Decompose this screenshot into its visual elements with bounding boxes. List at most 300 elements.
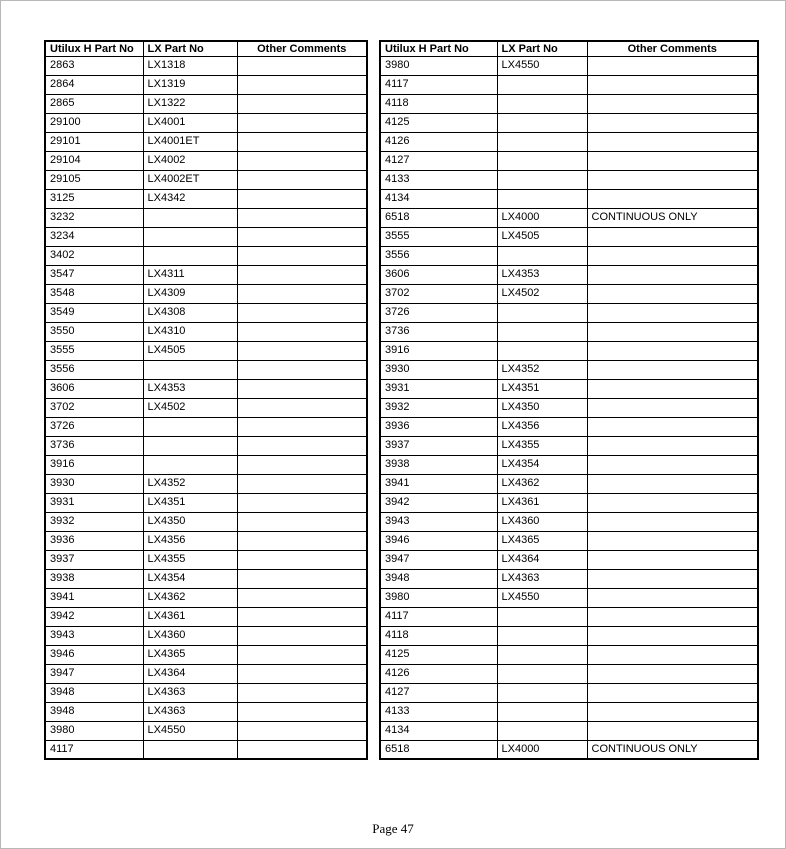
table-row — [380, 455, 758, 474]
comments-cell — [587, 132, 758, 151]
utilux-part-cell: 3947 — [45, 664, 143, 683]
table-row — [45, 265, 367, 284]
table-row — [45, 113, 367, 132]
comments-cell — [237, 645, 367, 664]
table-row — [380, 550, 758, 569]
utilux-part-cell: 4125 — [380, 645, 497, 664]
comments-cell — [587, 626, 758, 645]
table-row — [45, 512, 367, 531]
lx-part-cell: LX1322 — [143, 94, 237, 113]
lx-part-cell: LX4355 — [143, 550, 237, 569]
lx-part-cell — [497, 303, 587, 322]
utilux-part-cell: 4126 — [380, 132, 497, 151]
lx-part-cell: LX1318 — [143, 56, 237, 75]
comments-cell — [237, 607, 367, 626]
comments-cell — [237, 379, 367, 398]
table-row — [45, 75, 367, 94]
table-row — [45, 436, 367, 455]
lx-part-cell: LX4352 — [143, 474, 237, 493]
lx-part-cell: LX4364 — [497, 550, 587, 569]
comments-cell — [587, 455, 758, 474]
table-row — [380, 702, 758, 721]
lx-part-cell: LX4362 — [497, 474, 587, 493]
lx-part-cell: LX4360 — [497, 512, 587, 531]
table-row — [45, 94, 367, 113]
comments-cell — [237, 170, 367, 189]
comments-cell: CONTINUOUS ONLY — [587, 208, 758, 227]
table-row — [380, 94, 758, 113]
utilux-part-cell: 2864 — [45, 75, 143, 94]
utilux-part-cell: 4134 — [380, 189, 497, 208]
comments-cell — [237, 341, 367, 360]
lx-part-cell — [497, 607, 587, 626]
utilux-part-cell: 4118 — [380, 94, 497, 113]
comments-cell — [587, 588, 758, 607]
table-row — [380, 170, 758, 189]
comments-cell — [237, 683, 367, 702]
utilux-part-cell: 3941 — [45, 588, 143, 607]
utilux-part-header: Utilux H Part No — [45, 41, 143, 56]
utilux-part-cell: 3916 — [380, 341, 497, 360]
utilux-part-cell: 29104 — [45, 151, 143, 170]
lx-part-cell: LX4308 — [143, 303, 237, 322]
lx-part-cell: LX4355 — [497, 436, 587, 455]
comments-cell — [237, 56, 367, 75]
comments-cell — [237, 740, 367, 759]
utilux-part-cell: 3550 — [45, 322, 143, 341]
table-row — [45, 56, 367, 75]
comments-cell — [237, 550, 367, 569]
table-row — [45, 607, 367, 626]
comments-cell — [587, 189, 758, 208]
table-row — [45, 379, 367, 398]
lx-part-cell: LX4502 — [497, 284, 587, 303]
parts-table-right — [379, 40, 759, 760]
table-row — [45, 626, 367, 645]
comments-cell — [237, 246, 367, 265]
comments-cell — [587, 683, 758, 702]
comments-cell: CONTINUOUS ONLY — [587, 740, 758, 759]
table-row — [380, 740, 758, 759]
comments-cell — [587, 721, 758, 740]
comments-cell — [237, 132, 367, 151]
utilux-part-cell: 3942 — [45, 607, 143, 626]
utilux-part-cell: 3555 — [380, 227, 497, 246]
lx-part-cell: LX4363 — [143, 683, 237, 702]
table-row — [45, 398, 367, 417]
table-row — [45, 645, 367, 664]
utilux-part-cell: 3547 — [45, 265, 143, 284]
lx-part-cell — [497, 702, 587, 721]
table-row — [45, 151, 367, 170]
table-row — [380, 531, 758, 550]
comments-cell — [237, 512, 367, 531]
lx-part-cell: LX4351 — [497, 379, 587, 398]
lx-part-cell: LX4362 — [143, 588, 237, 607]
comments-cell — [587, 493, 758, 512]
table-row — [380, 227, 758, 246]
comments-cell — [237, 588, 367, 607]
lx-part-cell — [497, 645, 587, 664]
lx-part-cell — [497, 626, 587, 645]
lx-part-cell: LX4361 — [143, 607, 237, 626]
utilux-part-cell: 3549 — [45, 303, 143, 322]
lx-part-cell: LX4361 — [497, 493, 587, 512]
table-row — [45, 550, 367, 569]
comments-cell — [587, 94, 758, 113]
table-row — [380, 56, 758, 75]
table-row — [45, 360, 367, 379]
table-row — [45, 170, 367, 189]
lx-part-cell: LX4365 — [497, 531, 587, 550]
lx-part-cell — [143, 740, 237, 759]
utilux-part-cell: 4118 — [380, 626, 497, 645]
lx-part-cell: LX4356 — [143, 531, 237, 550]
utilux-part-cell: 3948 — [45, 702, 143, 721]
utilux-part-cell: 4125 — [380, 113, 497, 132]
utilux-part-cell: 3736 — [45, 436, 143, 455]
comments-cell — [587, 569, 758, 588]
lx-part-cell: LX4356 — [497, 417, 587, 436]
utilux-part-cell: 2863 — [45, 56, 143, 75]
lx-part-cell: LX4354 — [497, 455, 587, 474]
comments-cell — [587, 246, 758, 265]
table-row — [380, 284, 758, 303]
lx-part-cell — [143, 227, 237, 246]
comments-cell — [587, 265, 758, 284]
utilux-part-cell: 3931 — [380, 379, 497, 398]
lx-part-header: LX Part No — [143, 41, 237, 56]
table-row — [380, 322, 758, 341]
utilux-part-cell: 4133 — [380, 702, 497, 721]
comments-cell — [237, 151, 367, 170]
utilux-part-cell: 3942 — [380, 493, 497, 512]
table-row — [380, 721, 758, 740]
utilux-part-cell: 3932 — [380, 398, 497, 417]
utilux-part-cell: 3556 — [380, 246, 497, 265]
table-row — [45, 474, 367, 493]
comments-cell — [587, 531, 758, 550]
lx-part-cell — [497, 721, 587, 740]
table-row — [380, 512, 758, 531]
comments-cell — [587, 341, 758, 360]
utilux-part-cell: 3938 — [380, 455, 497, 474]
comments-cell — [237, 531, 367, 550]
comments-cell — [587, 398, 758, 417]
utilux-part-cell: 3736 — [380, 322, 497, 341]
table-row — [380, 645, 758, 664]
lx-part-cell — [497, 246, 587, 265]
utilux-part-cell: 3125 — [45, 189, 143, 208]
table-row — [45, 683, 367, 702]
table-row — [380, 113, 758, 132]
comments-cell — [587, 322, 758, 341]
lx-part-cell: LX4350 — [497, 398, 587, 417]
utilux-part-cell: 3726 — [45, 417, 143, 436]
lx-part-cell — [497, 151, 587, 170]
lx-part-cell: LX4001ET — [143, 132, 237, 151]
table-row — [45, 227, 367, 246]
comments-cell — [587, 645, 758, 664]
lx-part-cell — [497, 322, 587, 341]
table-row — [380, 436, 758, 455]
lx-part-cell: LX4363 — [497, 569, 587, 588]
lx-part-cell: LX4505 — [143, 341, 237, 360]
utilux-part-cell: 3555 — [45, 341, 143, 360]
table-row — [45, 246, 367, 265]
table-row — [45, 284, 367, 303]
utilux-part-cell: 3932 — [45, 512, 143, 531]
comments-cell — [587, 702, 758, 721]
utilux-part-cell: 3232 — [45, 208, 143, 227]
utilux-part-cell: 6518 — [380, 208, 497, 227]
table-row — [45, 740, 367, 759]
lx-part-cell: LX4550 — [143, 721, 237, 740]
lx-part-cell — [143, 455, 237, 474]
table-row — [45, 664, 367, 683]
comments-cell — [587, 360, 758, 379]
comments-cell — [237, 208, 367, 227]
table-row — [45, 588, 367, 607]
header-row — [45, 41, 367, 56]
comments-cell — [237, 664, 367, 683]
utilux-part-cell: 29101 — [45, 132, 143, 151]
table-row — [45, 493, 367, 512]
comments-cell — [237, 398, 367, 417]
utilux-part-header: Utilux H Part No — [380, 41, 497, 56]
lx-part-cell — [497, 113, 587, 132]
comments-cell — [237, 284, 367, 303]
lx-part-cell: LX4000 — [497, 208, 587, 227]
utilux-part-cell: 4127 — [380, 683, 497, 702]
comments-cell — [237, 702, 367, 721]
utilux-part-cell: 3943 — [380, 512, 497, 531]
utilux-part-cell: 3702 — [45, 398, 143, 417]
table-row — [45, 455, 367, 474]
comments-cell — [237, 113, 367, 132]
lx-part-cell: LX4311 — [143, 265, 237, 284]
lx-part-cell: LX4360 — [143, 626, 237, 645]
utilux-part-cell: 3930 — [45, 474, 143, 493]
comments-cell — [587, 113, 758, 132]
comments-cell — [237, 417, 367, 436]
utilux-part-cell: 3234 — [45, 227, 143, 246]
comments-cell — [237, 303, 367, 322]
utilux-part-cell: 3980 — [45, 721, 143, 740]
lx-part-cell: LX4001 — [143, 113, 237, 132]
comments-cell — [587, 379, 758, 398]
table-row — [380, 588, 758, 607]
table-row — [380, 493, 758, 512]
table-row — [380, 683, 758, 702]
table-row — [380, 398, 758, 417]
lx-part-cell: LX4342 — [143, 189, 237, 208]
lx-part-cell: LX1319 — [143, 75, 237, 94]
table-row — [380, 607, 758, 626]
comments-cell — [587, 474, 758, 493]
utilux-part-cell: 4117 — [380, 75, 497, 94]
table-row — [45, 208, 367, 227]
utilux-part-cell: 3980 — [380, 588, 497, 607]
lx-part-cell — [497, 664, 587, 683]
table-row — [45, 322, 367, 341]
lx-part-cell: LX4505 — [497, 227, 587, 246]
lx-part-cell: LX4002ET — [143, 170, 237, 189]
lx-part-cell: LX4550 — [497, 588, 587, 607]
comments-cell — [237, 721, 367, 740]
comments-cell — [237, 360, 367, 379]
table-row — [380, 265, 758, 284]
table-row — [45, 721, 367, 740]
comments-cell — [587, 227, 758, 246]
header-row — [380, 41, 758, 56]
utilux-part-cell: 3941 — [380, 474, 497, 493]
lx-part-cell: LX4550 — [497, 56, 587, 75]
lx-part-cell: LX4000 — [497, 740, 587, 759]
utilux-part-cell: 3948 — [45, 683, 143, 702]
utilux-part-cell: 3702 — [380, 284, 497, 303]
table-row — [380, 569, 758, 588]
lx-part-cell — [497, 170, 587, 189]
utilux-part-cell: 3548 — [45, 284, 143, 303]
utilux-part-cell: 4134 — [380, 721, 497, 740]
utilux-part-cell: 3402 — [45, 246, 143, 265]
lx-part-cell — [143, 436, 237, 455]
utilux-part-cell: 4126 — [380, 664, 497, 683]
utilux-part-cell: 3930 — [380, 360, 497, 379]
utilux-part-cell: 6518 — [380, 740, 497, 759]
comments-cell — [237, 569, 367, 588]
lx-part-cell: LX4353 — [497, 265, 587, 284]
comments-cell — [587, 607, 758, 626]
lx-part-cell: LX4502 — [143, 398, 237, 417]
lx-part-cell — [497, 75, 587, 94]
comments-cell — [587, 664, 758, 683]
table-row — [45, 303, 367, 322]
lx-part-header: LX Part No — [497, 41, 587, 56]
comments-header: Other Comments — [237, 41, 367, 56]
utilux-part-cell: 3606 — [380, 265, 497, 284]
lx-part-cell: LX4353 — [143, 379, 237, 398]
utilux-part-cell: 4117 — [380, 607, 497, 626]
comments-cell — [587, 436, 758, 455]
utilux-part-cell: 3938 — [45, 569, 143, 588]
lx-part-cell — [497, 189, 587, 208]
lx-part-cell: LX4309 — [143, 284, 237, 303]
comments-cell — [587, 303, 758, 322]
table-row — [380, 189, 758, 208]
comments-cell — [237, 474, 367, 493]
table-row — [380, 664, 758, 683]
table-row — [380, 417, 758, 436]
table-row — [380, 75, 758, 94]
lx-part-cell — [497, 341, 587, 360]
comments-cell — [237, 322, 367, 341]
utilux-part-cell: 3948 — [380, 569, 497, 588]
comments-cell — [237, 265, 367, 284]
table-row — [45, 531, 367, 550]
comments-cell — [237, 94, 367, 113]
lx-part-cell — [143, 417, 237, 436]
utilux-part-cell: 3556 — [45, 360, 143, 379]
comments-cell — [237, 189, 367, 208]
table-row — [380, 474, 758, 493]
utilux-part-cell: 4117 — [45, 740, 143, 759]
lx-part-cell: LX4352 — [497, 360, 587, 379]
utilux-part-cell: 4133 — [380, 170, 497, 189]
table-row — [380, 379, 758, 398]
comments-cell — [237, 227, 367, 246]
utilux-part-cell: 3937 — [380, 436, 497, 455]
lx-part-cell: LX4002 — [143, 151, 237, 170]
table-row — [45, 569, 367, 588]
table-row — [380, 303, 758, 322]
table-row — [380, 208, 758, 227]
utilux-part-cell: 2865 — [45, 94, 143, 113]
comments-cell — [237, 493, 367, 512]
utilux-part-cell: 3916 — [45, 455, 143, 474]
utilux-part-cell: 3946 — [380, 531, 497, 550]
utilux-part-cell: 3936 — [45, 531, 143, 550]
lx-part-cell: LX4365 — [143, 645, 237, 664]
parts-table-left — [44, 40, 368, 760]
utilux-part-cell: 3931 — [45, 493, 143, 512]
table-row — [45, 417, 367, 436]
table-row — [380, 626, 758, 645]
utilux-part-cell: 3606 — [45, 379, 143, 398]
lx-part-cell — [143, 246, 237, 265]
lx-part-cell: LX4310 — [143, 322, 237, 341]
comments-header: Other Comments — [587, 41, 758, 56]
utilux-part-cell: 3936 — [380, 417, 497, 436]
table-row — [45, 702, 367, 721]
utilux-part-cell: 29100 — [45, 113, 143, 132]
comments-cell — [587, 56, 758, 75]
table-row — [380, 360, 758, 379]
table-row — [380, 151, 758, 170]
comments-cell — [587, 151, 758, 170]
lx-part-cell — [497, 94, 587, 113]
comments-cell — [237, 626, 367, 645]
page-number: Page 47 — [372, 821, 414, 836]
lx-part-cell: LX4363 — [143, 702, 237, 721]
table-row — [380, 132, 758, 151]
comments-cell — [587, 512, 758, 531]
table-row — [45, 189, 367, 208]
lx-part-cell — [497, 683, 587, 702]
utilux-part-cell: 3946 — [45, 645, 143, 664]
lx-part-cell: LX4364 — [143, 664, 237, 683]
comments-cell — [237, 436, 367, 455]
utilux-part-cell: 29105 — [45, 170, 143, 189]
utilux-part-cell: 3947 — [380, 550, 497, 569]
utilux-part-cell: 3726 — [380, 303, 497, 322]
lx-part-cell: LX4350 — [143, 512, 237, 531]
comments-cell — [237, 455, 367, 474]
table-row — [380, 246, 758, 265]
lx-part-cell — [497, 132, 587, 151]
lx-part-cell — [143, 360, 237, 379]
comments-cell — [587, 284, 758, 303]
table-row — [45, 132, 367, 151]
table-row — [380, 341, 758, 360]
utilux-part-cell: 3943 — [45, 626, 143, 645]
lx-part-cell — [143, 208, 237, 227]
utilux-part-cell: 3937 — [45, 550, 143, 569]
comments-cell — [587, 75, 758, 94]
lx-part-cell: LX4351 — [143, 493, 237, 512]
comments-cell — [587, 550, 758, 569]
